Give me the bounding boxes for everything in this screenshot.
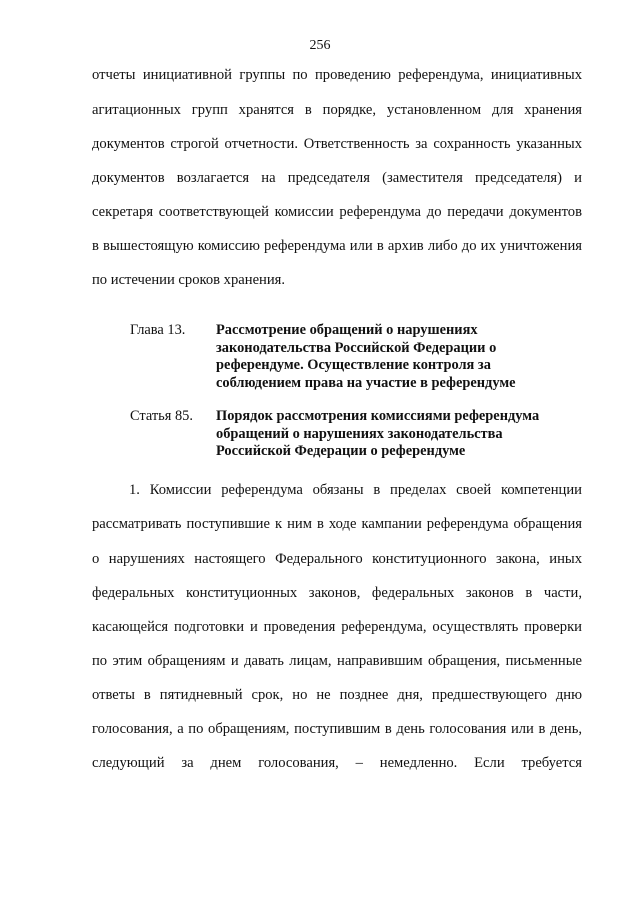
paragraph-line: ответы в пятидневный срок, но не позднее дня, предшествующего дню: [92, 687, 582, 703]
article-title-line: обращений о нарушениях законодательства: [216, 425, 503, 442]
paragraph-line: по этим обращениям и давать лицам, направившим обращения, письменные: [92, 653, 582, 669]
chapter-title-line: законодательства Российской Федерации о: [216, 339, 497, 356]
paragraph-line: федеральных конституционных законов, федеральных законов в части,: [92, 585, 582, 601]
paragraph-line: документов возлагается на председателя (заместителя председателя) и: [92, 170, 582, 186]
chapter-label: Глава 13.: [130, 322, 186, 338]
paragraph-line: отчеты инициативной группы по проведению референдума, инициативных: [92, 67, 582, 83]
paragraph-line: следующий за днем голосования, – немедленно. Если требуется: [92, 755, 582, 771]
paragraph-line: 1. Комиссии референдума обязаны в пределах своей компетенции: [129, 482, 582, 498]
paragraph-line: агитационных групп хранятся в порядке, установленном для хранения: [92, 102, 582, 118]
chapter-title-line: Рассмотрение обращений о нарушениях: [216, 322, 478, 338]
article-title-line: Порядок рассмотрения комиссиями референдума: [216, 408, 540, 424]
chapter-title-line: референдуме. Осуществление контроля за: [216, 357, 491, 373]
paragraph-line: голосования, а по обращениям, поступившим в день голосования или в день,: [92, 721, 582, 737]
article-label: Статья 85.: [130, 408, 193, 424]
chapter-title: [216, 322, 536, 392]
chapter-title-line: соблюдением права на участие в референдуме: [216, 374, 516, 391]
paragraph-line: по истечении сроков хранения.: [92, 272, 286, 288]
article-title: [216, 408, 540, 461]
paragraph-line: секретаря соответствующей комиссии референдума до передачи документов: [92, 204, 582, 220]
paragraph-line: рассматривать поступившие к ним в ходе кампании референдума обращения: [92, 516, 582, 532]
paragraph-line: касающейся подготовки и проведения референдума, осуществлять проверки: [92, 619, 582, 635]
paragraph-line: документов строгой отчетности. Ответственность за сохранность указанных: [92, 136, 582, 152]
article-title-line: Российской Федерации о референдуме: [216, 443, 466, 459]
page-number: 256: [309, 38, 331, 53]
paragraph-line: о нарушениях настоящего Федерального конституционного закона, иных: [92, 551, 582, 567]
paragraph-line: в вышестоящую комиссию референдума или в архив либо до их уничтожения: [92, 238, 582, 254]
